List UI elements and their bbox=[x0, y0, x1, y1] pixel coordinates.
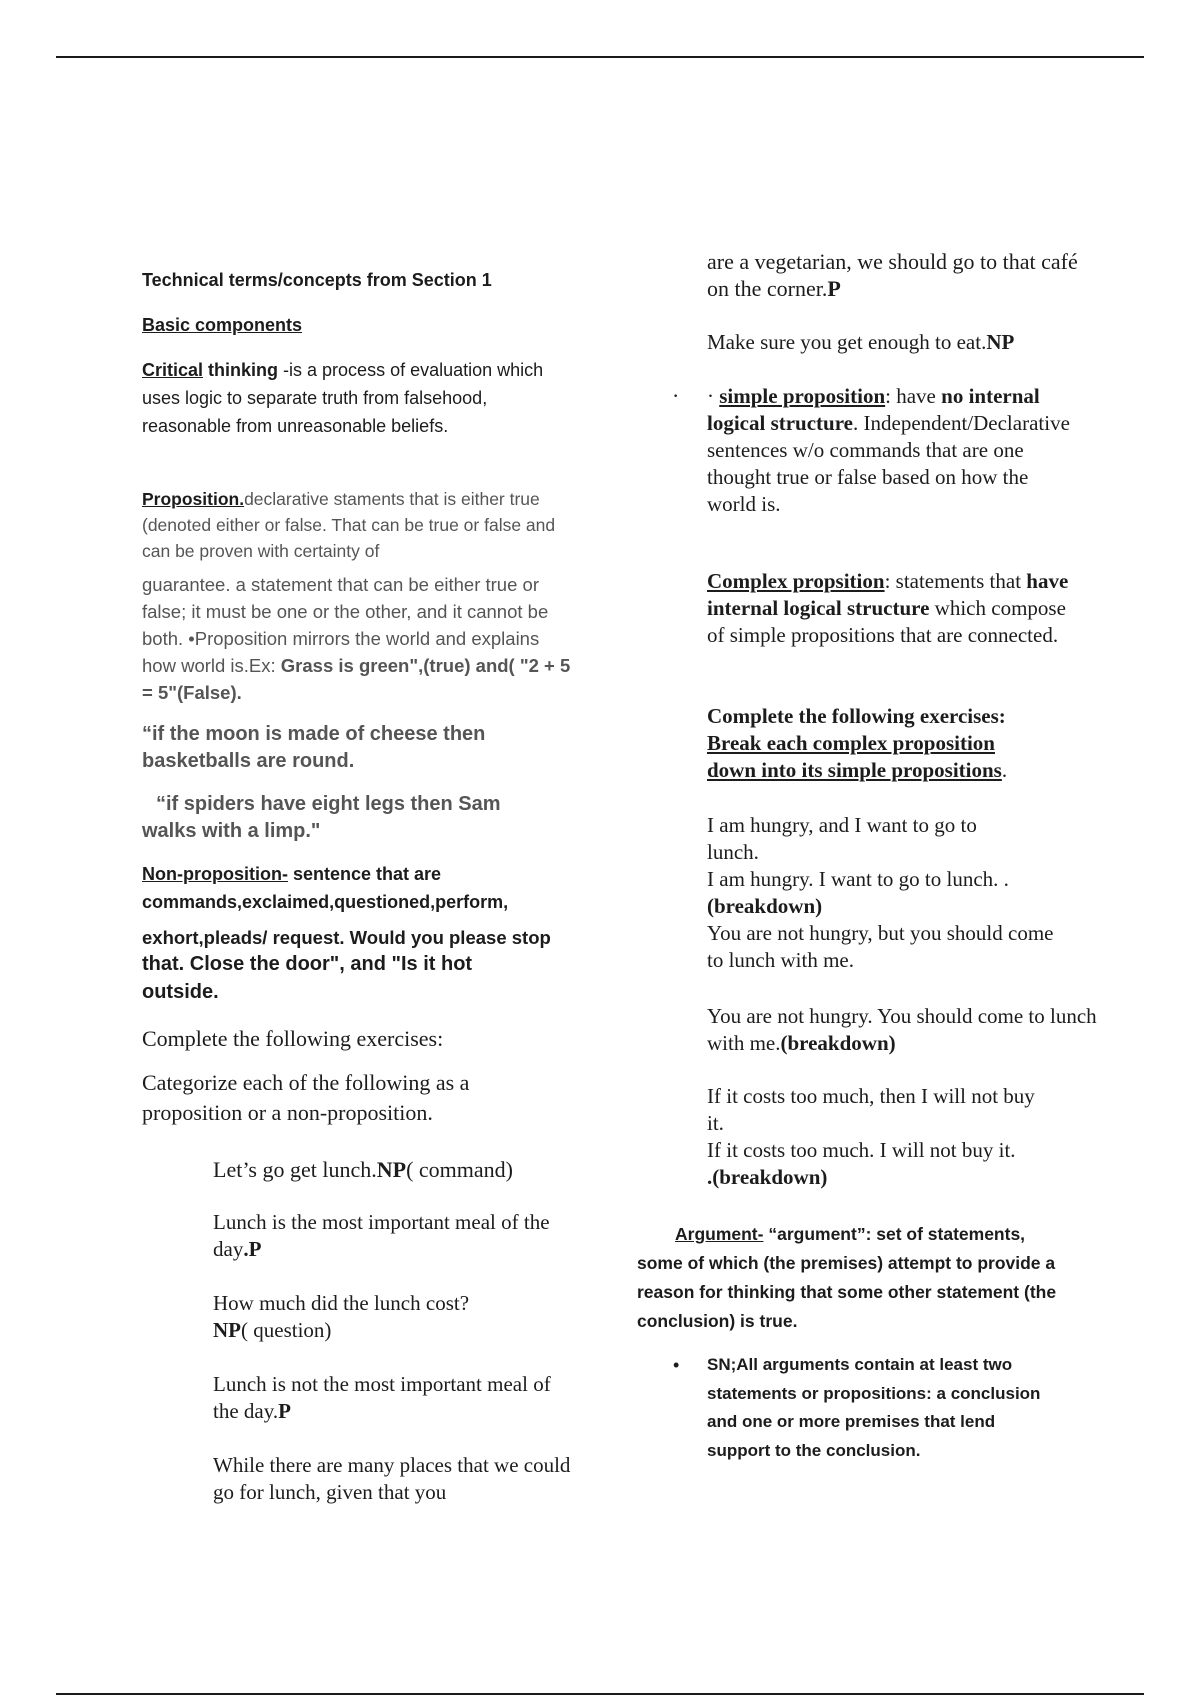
argument-paragraph bbox=[637, 1220, 1057, 1336]
proposition-definition-2: guarantee. a statement that can be either true or false; it must be one or the other, and it cannot be both. •Proposition mirrors the world and explains how world is.Ex: bbox=[142, 574, 549, 676]
exercise-4 bbox=[213, 1371, 573, 1425]
categorize-instruction: Categorize each of the following as a proposition or a non-proposition. bbox=[142, 1070, 470, 1125]
section-heading: Technical terms/concepts from Section 1 bbox=[142, 270, 492, 290]
hungry-exercise-2: You are not hungry, but you should come to lunch with me. bbox=[707, 921, 1054, 972]
nonproposition-line-2: exhort,pleads/ request. Would you please stop bbox=[142, 927, 551, 948]
nonproposition-paragraph bbox=[142, 860, 582, 916]
exercise-1 bbox=[213, 1156, 573, 1183]
exercise-1-text: Let’s go get lunch. bbox=[213, 1157, 377, 1182]
break-heading-text: Break each complex proposition down into its simple propositions bbox=[707, 731, 1002, 782]
cost-breakdown bbox=[707, 1137, 1087, 1191]
simple-bullet: · bbox=[672, 383, 680, 408]
nonproposition-term: Non-proposition- bbox=[142, 864, 288, 884]
cost-breakdown-text: If it costs too much. I will not buy it. bbox=[707, 1138, 1016, 1162]
complex-definition: which compose of simple propositions that are connected. bbox=[707, 596, 1066, 647]
complete-exercises-right: Complete the following exercises: bbox=[707, 704, 1006, 728]
simple-proposition-paragraph bbox=[707, 383, 1077, 518]
hungry-breakdown-2-label: (breakdown) bbox=[780, 1031, 896, 1055]
exercise-6 bbox=[707, 329, 1087, 356]
critical-term-2: thinking bbox=[203, 360, 279, 380]
simple-dot: · bbox=[707, 384, 720, 408]
exercise-3-text: How much did the lunch cost? bbox=[213, 1291, 470, 1315]
cost-breakdown-label: .(breakdown) bbox=[707, 1165, 828, 1189]
cost-exercise: If it costs too much, then I will not buy it. bbox=[707, 1084, 1035, 1135]
proposition-paragraph bbox=[142, 486, 572, 564]
simple-bold: no internal logical structure bbox=[707, 384, 1040, 435]
proposition-definition-1: declarative staments that is either true (denoted either or false. That can be true or false and can be proven with certainty of bbox=[142, 489, 556, 561]
hungry-breakdown-1-label: (breakdown) bbox=[707, 894, 823, 918]
simple-colon: : have bbox=[885, 384, 942, 408]
critical-term: Critical bbox=[142, 360, 204, 380]
sn-note: SN;All arguments contain at least two statements or propositions: a conclusion and one or more premises that lend support to the conclusion. bbox=[707, 1355, 1041, 1460]
bottom-rule bbox=[56, 1693, 1144, 1695]
sn-bullet: • bbox=[673, 1355, 680, 1375]
top-rule bbox=[56, 56, 1144, 58]
exercise-3 bbox=[213, 1290, 573, 1344]
hungry-exercise-1: I am hungry, and I want to go to lunch. bbox=[707, 813, 977, 864]
argument-term: Argument- bbox=[675, 1224, 764, 1244]
complex-bold: have internal logical structure bbox=[707, 569, 1069, 620]
complex-proposition-paragraph bbox=[707, 568, 1087, 649]
complex-colon: : statements that bbox=[884, 569, 1027, 593]
simple-term: simple proposition bbox=[719, 384, 886, 408]
exercise-5-continued bbox=[707, 248, 1087, 302]
spiders-example: “if spiders have eight legs then Sam walks with a limp." bbox=[142, 793, 501, 842]
exercise-1-mark: NP bbox=[376, 1157, 407, 1182]
nonproposition-definition-1: sentence that are commands,exclaimed,questioned,perform, bbox=[142, 864, 509, 912]
exercise-5: While there are many places that we could go for lunch, given that you bbox=[213, 1453, 571, 1504]
hungry-breakdown-2 bbox=[707, 1003, 1107, 1057]
exercise-1-note: ( command) bbox=[406, 1157, 513, 1182]
nonproposition-line-3: that. Close the door", and "Is it hot outside. bbox=[142, 953, 473, 1003]
exercise-3-mark: NP bbox=[213, 1318, 241, 1342]
argument-definition: “argument”: set of statements, some of which (the premises) attempt to provide a reason for thinking that some other statement (the conclusion) is true. bbox=[637, 1224, 1057, 1331]
proposition-paragraph-2 bbox=[142, 571, 572, 706]
simple-definition: . Independent/Declarative sentences w/o commands that are one thought true or false based on how the world is. bbox=[707, 411, 1070, 516]
exercise-4-text: Lunch is not the most important meal of the day. bbox=[213, 1372, 551, 1423]
proposition-term: Proposition. bbox=[142, 489, 245, 509]
exercise-6-text: Make sure you get enough to eat. bbox=[707, 330, 987, 354]
exercise-2 bbox=[213, 1209, 573, 1263]
complete-exercises-left: Complete the following exercises: bbox=[142, 1026, 444, 1051]
complex-term: Complex propsition bbox=[707, 569, 885, 593]
critical-definition: -is a process of evaluation which uses logic to separate truth from falsehood, reasonable from unreasonable beliefs. bbox=[142, 360, 544, 436]
exercise-2-mark: .P bbox=[243, 1237, 262, 1261]
break-heading bbox=[707, 730, 1047, 784]
exercise-5-mark: P bbox=[827, 276, 841, 301]
exercise-2-text: Lunch is the most important meal of the day bbox=[213, 1210, 550, 1261]
exercise-4-mark: P bbox=[278, 1399, 291, 1423]
moon-example: “if the moon is made of cheese then basketballs are round. bbox=[142, 723, 486, 772]
critical-thinking-paragraph bbox=[142, 356, 552, 440]
break-heading-period: . bbox=[1001, 758, 1008, 782]
basic-components-heading: Basic components bbox=[142, 315, 303, 335]
exercise-3-note: ( question) bbox=[241, 1318, 332, 1342]
exercise-5-continued-text: are a vegetarian, we should go to that café on the corner. bbox=[707, 249, 1078, 301]
hungry-breakdown-2-text: You are not hungry. You should come to lunch with me. bbox=[707, 1004, 1097, 1055]
hungry-breakdown-1 bbox=[707, 866, 1087, 920]
hungry-breakdown-1-text: I am hungry. I want to go to lunch. . bbox=[707, 867, 1009, 891]
proposition-examples: Grass is green",(true) and( "2 + 5 = 5"(False). bbox=[142, 655, 571, 703]
exercise-6-mark: NP bbox=[986, 330, 1015, 354]
